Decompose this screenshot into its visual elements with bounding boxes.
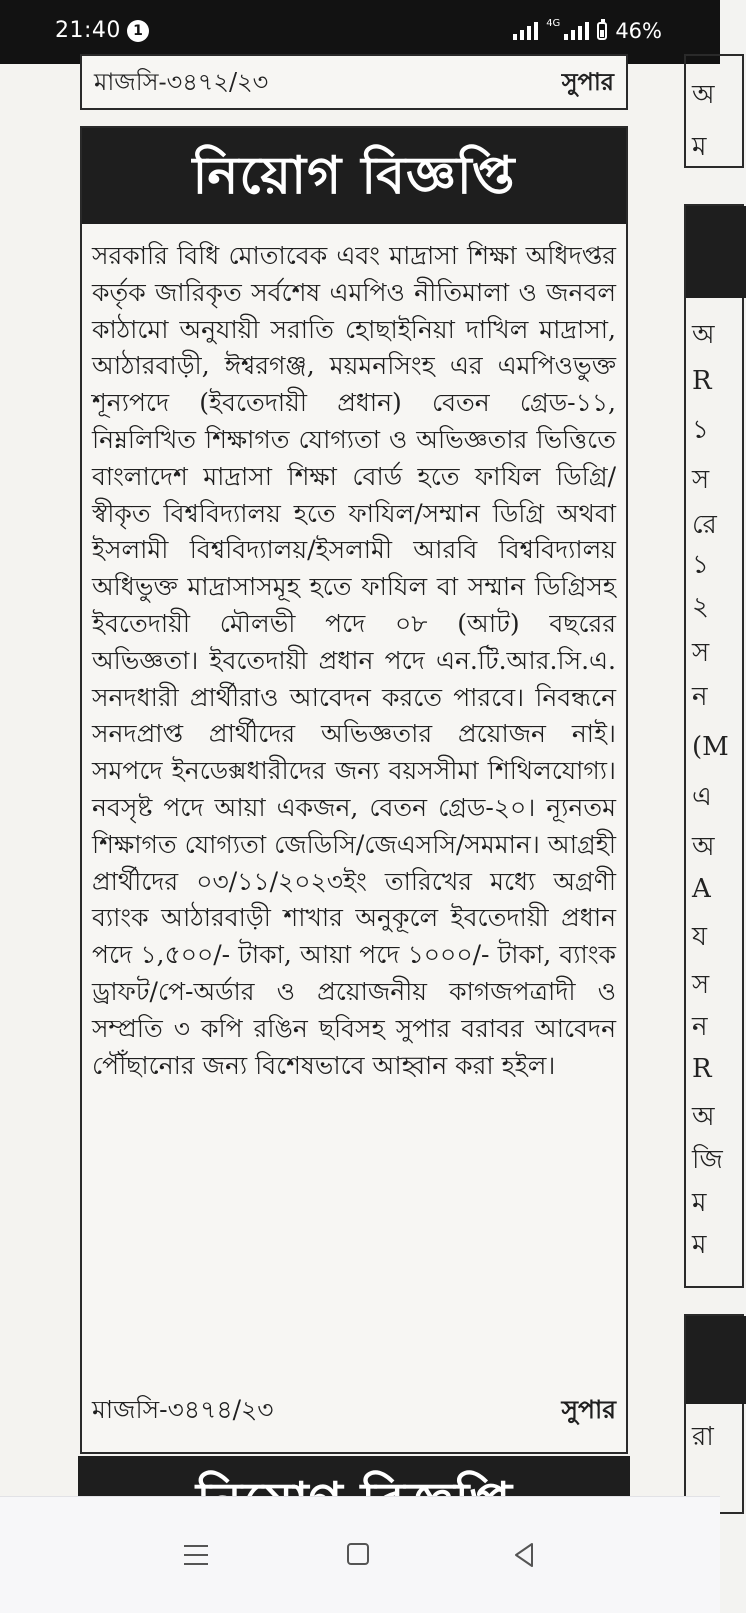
- right-column-line: A: [692, 874, 711, 904]
- right-column-line: ১: [692, 550, 709, 580]
- right-column-line: স: [692, 465, 710, 495]
- back-icon[interactable]: [504, 1537, 544, 1573]
- right-column-line: ২: [692, 592, 709, 622]
- status-icons: [513, 18, 662, 44]
- right-column-line: R: [692, 1054, 712, 1084]
- notice-footer: [92, 1390, 616, 1430]
- notice-body: সরকারি বিধি মোতাবেক এবং মাদ্রাসা শিক্ষা অধিদপ্তর কর্তৃক জারিকৃত সর্বশেষ এমপিও নীতিমালা ও জনবল কাঠামো অনুযায়ী সরাতি হোছাইনিয়া দাখিল মাদ্রাসা, আঠারবাড়ী, ঈশ্বরগঞ্জ, ময়মনসিংহ এর এমপিওভুক্ত শূন্যপদে (ইবতেদায়ী প্রধান) বেতন গ্রেড-১১, নিম্নলিখিত শিক্ষাগত যোগ্যতা ও অভিজ্ঞতার ভিত্তিতে বাংলাদেশ মাদ্রাসা শিক্ষা বোর্ড হতে ফাযিল ডিগ্রি/স্বীকৃত বিশ্ববিদ্যালয় হতে ফাযিল/সম্মান ডিগ্রি অথবা ইসলামী বিশ্ববিদ্যালয়/ইসলামী আরবি বিশ্ববিদ্যালয় অধিভুক্ত মাদ্রাসাসমূহ হতে ফাযিল বা সম্মান ডিগ্রিসহ ইবতেদায়ী মৌলভী পদে ০৮ (আট) বছরের অভিজ্ঞতা। ইবতেদায়ী প্রধান পদে এন.টি.আর.সি.এ. সনদধারী প্রার্থীরাও আবেদন করতে পারবে। নিবন্ধনে সনদপ্রাপ্ত প্রার্থীদের অভিজ্ঞতার প্রয়োজন নাই। সমপদে ইনডেক্সধারীদের জন্য বয়সসীমা শিথিলযোগ্য। নবসৃষ্ট পদে আয়া একজন, বেতন গ্রেড-২০। ন্যূনতম শিক্ষাগত যোগ্যতা জেডিসি/জেএসসি/সমমান। আগ্রহী প্রার্থীদের ০৩/১১/২০২৩ইং তারিখের মধ্যে অগ্রণী ব্যাংক আঠারবাড়ী শাখার অনুকূলে ইবতেদায়ী প্রধান পদে ১,৫০০/- টাকা, আয়া পদে ১০০০/- টাকা, ব্যাংক ড্রাফট/পে-অর্ডার ও প্রয়োজনীয় কাগজপত্রাদী ও সম্প্রতি ৩ কপি রঙিন ছবিসহ সুপার বরাবর আবেদন পৌঁছানোর জন্য বিশেষভাবে আহ্বান করা হইল।: [92, 241, 616, 1080]
- right-column-line: অ: [692, 320, 715, 350]
- right-box-bottom: [684, 1314, 744, 1514]
- right-column-line: R: [692, 366, 712, 396]
- right-column-line: ১: [692, 415, 709, 445]
- recruitment-notice: [80, 126, 628, 1454]
- right-column-line: য: [692, 922, 707, 952]
- previous-notice-footer: [80, 54, 628, 110]
- right-column-line: স: [692, 638, 710, 668]
- notice-reference: মাজসি-৩৪৭৪/২৩: [92, 1395, 274, 1424]
- right-column-line: ন: [692, 682, 708, 712]
- newspaper-image[interactable]: [0, 64, 729, 1496]
- right-column-line: অ: [692, 832, 715, 862]
- right-column-line: অ: [692, 1102, 715, 1132]
- right-box-bottom-header: [686, 1316, 746, 1404]
- notice-title: নিয়োগ বিজ্ঞপ্তি: [192, 145, 516, 206]
- right-column-line: জি: [692, 1145, 723, 1175]
- notice-header: [82, 128, 626, 224]
- right-column-line: এ: [692, 782, 712, 812]
- network-type-label: 4G: [546, 17, 561, 29]
- right-column-line: ম: [692, 132, 707, 162]
- menu-icon[interactable]: [176, 1537, 216, 1573]
- right-column-line: ন: [692, 1012, 708, 1042]
- right-column-line: (M: [692, 732, 729, 762]
- previous-notice-signature: সুপার: [561, 67, 614, 96]
- mobile-signal-icon: [564, 22, 589, 40]
- battery-percent: 46%: [615, 19, 662, 43]
- home-icon[interactable]: [338, 1537, 378, 1573]
- battery-icon: [597, 22, 607, 40]
- right-column-line: স: [692, 970, 710, 1000]
- right-column-line: অ: [692, 80, 715, 110]
- previous-notice-reference: মাজসি-৩৪৭২/২৩: [94, 68, 269, 96]
- navigation-bar: [0, 1496, 720, 1613]
- right-column-line: ম: [692, 1230, 707, 1260]
- notification-badge[interactable]: 1: [127, 20, 149, 42]
- right-column-line: ম: [692, 1188, 707, 1218]
- right-column-line: রে: [692, 510, 717, 540]
- signal-icon: [513, 22, 538, 40]
- notice-signature: সুপার: [561, 1395, 616, 1424]
- right-column-line: রা: [692, 1422, 714, 1452]
- right-column-cropped: [684, 64, 744, 1496]
- status-time: 21:40: [55, 18, 121, 43]
- right-box-header: [686, 206, 746, 298]
